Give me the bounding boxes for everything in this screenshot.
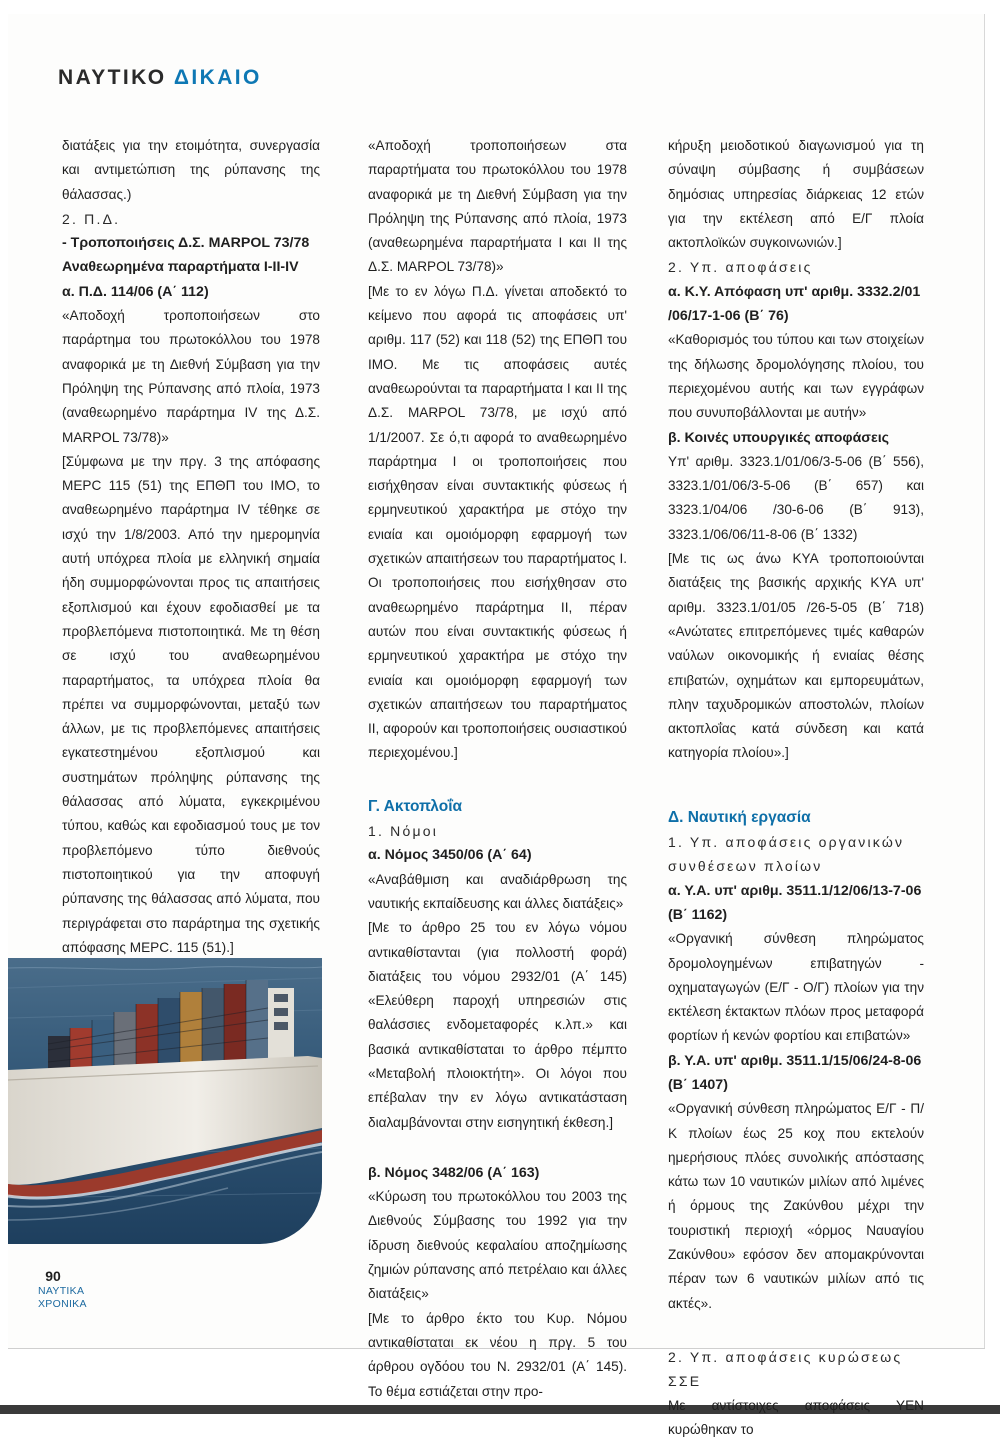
- law-3450-note: [Με το άρθρο 25 του εν λόγω νόμου αντικαθίστανται (για πολλοστή φορά) διατάξεις του νόμου 2932/01 (Α΄ 145) «Ελεύθερη παροχή υπηρεσιών στις θαλάσσιες ενδομεταφορές κ.λπ.» και βασικά αντικαθίσταται το άρθρο πέμπτο «Μεταβολή πλοιοκτήτη». Οι λόγοι που επέβαλαν την εν λόγω αντικατάσταση διαλαμβάνονται στην εισηγητική έκθεση.]: [368, 920, 627, 1130]
- section-g-heading: Γ. Ακτοπλοΐα: [368, 797, 463, 815]
- sse-text: Με αντίστοιχες αποφάσεις ΥΕΝ κυρώθηκαν το: [668, 1397, 924, 1437]
- section-d-heading: Δ. Ναυτική εργασία: [668, 808, 811, 826]
- joint-heading: β. Κοινές υπουργικές αποφάσεις: [668, 429, 890, 446]
- continued-text: κήρυξη μειοδοτικού διαγωνισμού για τη σύναψη σύμβασης ή συμβάσεων δημόσιας υπηρεσίας διάρκειας 12 ετών για την εκτέλεση από Ε/Γ πλοία ακτοπλοϊκών συγκοινωνιών.]: [668, 138, 924, 251]
- law-3482-note: [Με το άρθρο έκτο του Κυρ. Νόμου αντικαθίσταται εκ νέου η πργ. 5 του άρθρου ογδόου του Ν. 2932/01 (Α΄ 145). Το θέμα εστιάζεται στην προ-: [368, 1310, 627, 1399]
- pd-114-heading: α. Π.Δ. 114/06 (Α΄ 112): [62, 283, 209, 300]
- section-title-part1: ΝΑΥΤΙΚΟ: [58, 66, 167, 89]
- ya1-heading: α. Υ.Α. υπ' αριθμ. 3511.1/12/06/13-7-06 (Β΄ 1162): [668, 882, 922, 923]
- pd-114-quote: «Αποδοχή τροποποιήσεων στο παράρτημα του πρωτοκόλλου του 1978 αναφορικά με τη Διεθνή Σύμβαση για την Πρόληψη της Ρύπανσης από πλοία, 1973 (αναθεωρημένο παράρτημα IV της Δ.Σ. MARPOL 73/78)»: [62, 308, 320, 445]
- pd-label: 2. Π.Δ.: [62, 210, 121, 227]
- container-ship-image: [8, 958, 322, 1244]
- joint-text: Υπ' αριθμ. 3323.1/01/06/3-5-06 (Β΄ 556), 3323.1/01/06/3-5-06 (Β΄ 657) και 3323.1/04/06 /30-6-06 (Β΄ 913), 3323.1/06/06/11-8-06 (Β΄ 1332): [668, 453, 924, 542]
- magazine-name-line2: ΧΡΟΝΙΚΑ: [38, 1298, 87, 1310]
- column-2: [368, 134, 627, 1404]
- spacer: [368, 1135, 627, 1161]
- spacer: [668, 766, 924, 806]
- org-label: 1. Υπ. αποφάσεις οργανικών συνθέσεων πλοίων: [668, 834, 905, 875]
- law-3450-quote: «Αναβάθμιση και αναδιάρθρωση της ναυτικής εκπαίδευσης και άλλες διατάξεις»: [368, 871, 627, 911]
- intro-text: διατάξεις για την ετοιμότητα, συνεργασία και αντιμετώπιση της ρύπανσης της θάλασσας.): [62, 138, 320, 202]
- spacer: [668, 1316, 924, 1345]
- ky-quote: «Καθορισμός του τύπου και των στοιχείων της δήλωσης δρομολόγησης πλοίου, του περιεχομένου αυτής και των εγγράφων που συνυποβάλλονται με αυτήν»: [668, 332, 924, 421]
- column-3: [668, 134, 924, 1442]
- section-title: [58, 66, 262, 90]
- ky-heading: α. Κ.Υ. Απόφαση υπ' αριθμ. 3332.2/01 /06/17-1-06 (Β΄ 76): [668, 283, 921, 325]
- pd-quote: «Αποδοχή τροποποιήσεων στα παραρτήματα του πρωτοκόλλου του 1978 αναφορικά με τη Διεθνή Σύμβαση για την Πρόληψη της Ρύπανσης από πλοία, 1973 (αναθεωρημένα παραρτήματα I και II της Δ.Σ. MARPOL 73/78)»: [368, 138, 627, 275]
- pd-114-note: [Σύμφωνα με την πργ. 3 της απόφασης MEPC 115 (51) της ΕΠΘΠ του ΙΜΟ, το αναθεωρημένο παράρτημα IV τέθηκε σε ισχύ την 1/8/2003. Από την ημερομηνία αυτή υπόχρεα πλοία με ελληνική σημαία ήδη συμμορφώνονται προς τις απαιτήσεις εξοπλισμού και έχουν εφοδιασθεί με τα προβλεπόμενα πιστοποιητικά. Με τη θέση σε ισχύ του αναθεωρημένου παραρτήματος, τα υπόχρεα πλοία θα πρέπει να συμμορφώνονται, μεταξύ των άλλων, με τις προβλεπόμενες απαιτήσεις εγκατεστημένου εξοπλισμού και συστημάτων πρόληψης ρύπανσης της θάλασσας από λύματα, εγκεκριμένου τύπου, καθώς και εφοδιασμού τους με τον προβλεπόμενο τύπο διεθνούς πιστοποιητικού για την αποφυγή ρύπανσης της θάλασσας από λύματα, που περιγράφεται στο παράρτημα της σχετικής απόφασης MEPC. 115 (51).]: [62, 453, 320, 955]
- sse-label: 2. Υπ. αποφάσεις κυρώσεως ΣΣΕ: [668, 1348, 903, 1390]
- law-3450-heading: α. Νόμος 3450/06 (Α΄ 64): [368, 847, 532, 864]
- joint-note: [Με τις ως άνω ΚΥΑ τροποποιούνται διατάξεις της βασικής αρχικής ΚΥΑ υπ' αριθμ. 3323.1/01/05 /26-5-05 (Β΄ 718) «Ανώτατες επιτρεπόμενες τιμές καθαρών ναύλων οικονομικής ή ενιαίας θέσης επιβατών, οχημάτων και εμπορευμάτων, πλην ταχυδρομικών αποστολών, πλοίων ακτοπλοΐας κατά σύνδεση και κατά κατηγορία πλοίου».]: [668, 551, 924, 761]
- page-edge-right: [984, 14, 985, 1348]
- ya2-quote: «Οργανική σύνθεση πληρώματος Ε/Γ - Π/Κ πλοίων έως 25 κοχ που εκτελούν ημερήσιους πλόες συνολικής απόστασης κάτω των 10 ναυτικών μιλίων από λιμένες ή όρμους της Ζακύνθου μέχρι την τουριστική περιοχή «όρμος Ναυαγίου Ζακύνθου» εφόσον δεν απομακρύνονται πέραν των 6 ναυτικών μιλίων από τις ακτές».: [668, 1101, 924, 1311]
- column-1: [62, 134, 320, 1051]
- law-3482-quote: «Κύρωση του πρωτοκόλλου του 2003 της Διεθνούς Σύμβασης του 1992 για την ίδρυση διεθνούς κεφαλαίου αποζημίωσης ζημιών ρύπανσης από πετρέλαιο και άλλες διατάξεις»: [368, 1189, 627, 1302]
- ya2-heading: β. Υ.Α. υπ' αριθμ. 3511.1/15/06/24-8-06 (Β΄ 1407): [668, 1052, 922, 1093]
- pd-note: [Με το εν λόγω Π.Δ. γίνεται αποδεκτό το κείμενο που αφορά τις αποφάσεις υπ' αριθμ. 117 (52) και 118 (52) της ΕΠΘΠ του ΙΜΟ. Με τις αποφάσεις αυτές αναθεωρούνται τα παραρτήματα I και II της Δ.Σ. MARPOL 73/78, με ισχύ από 1/1/2007. Σε ό,τι αφορά το αναθεωρημένο παράρτημα I οι τροποποιήσεις που εισήχθησαν είναι συντακτικής φύσεως ή ερμηνευτικού χαρακτήρα με στόχο την ενιαία και ομοιόμορφη εφαρμογή των σχετικών απαιτήσεων του παραρτήματος I. Οι τροποποιήσεις που εισήχθησαν στο αναθεωρημένο παράρτημα II, πέραν αυτών που είναι συντακτικής φύσεως ή ερμηνευτικού χαρακτήρα με στόχο την ενιαία και ομοιόμορφη εφαρμογή των σχετικών απαιτήσεων του παραρτήματος II, αφορούν και τροποποιήσεις ουσιαστικού περιεχομένου.]: [368, 283, 627, 761]
- laws-label: 1. Νόμοι: [368, 823, 439, 840]
- section-title-part2: ΔΙΚΑΙΟ: [173, 66, 262, 89]
- ya1-quote: «Οργανική σύνθεση πληρώματος δρομολογημένων επιβατηγών - οχηματαγωγών (Ε/Γ - Ο/Γ) πλοίων για την εκτέλεση έκτακτων πλόων προς μεταφορά φορτίων ή κενών φορτίου και επιβατών»: [668, 931, 924, 1044]
- law-3482-heading: β. Νόμος 3482/06 (Α΄ 163): [368, 1164, 540, 1181]
- marpol-heading: - Τροποποιήσεις Δ.Σ. MARPOL 73/78 Αναθεωρημένα παραρτήματα I-II-IV: [62, 235, 310, 276]
- page-number: 90: [45, 1268, 61, 1284]
- page-folio: [38, 1267, 87, 1311]
- spacer: [368, 766, 627, 795]
- decisions-label: 2. Υπ. αποφάσεις: [668, 259, 813, 276]
- magazine-name-line1: ΝΑΥΤΙΚΑ: [38, 1285, 85, 1297]
- container-ship-photo: [8, 958, 322, 1244]
